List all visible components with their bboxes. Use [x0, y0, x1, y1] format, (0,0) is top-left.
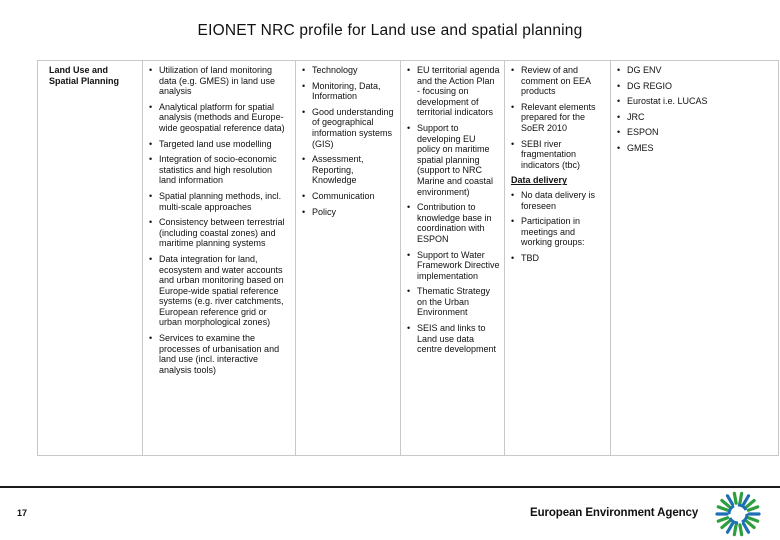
row-label-cell	[38, 61, 143, 456]
outputs-list	[511, 65, 606, 170]
logo-ray	[740, 525, 742, 535]
list-item: • No data delivery is foreseen	[511, 190, 606, 211]
list-item: • JRC	[617, 112, 774, 123]
row-label-line2: Spatial Planning	[49, 75, 120, 86]
profile-table	[37, 60, 779, 456]
list-item: • Targeted land use modelling	[149, 139, 291, 150]
tasks-list	[149, 65, 291, 375]
page-title: EIONET NRC profile for Land use and spatial planning	[197, 22, 583, 39]
skills-cell	[296, 61, 401, 456]
policy-cell	[401, 61, 505, 456]
list-item: • GMES	[617, 143, 774, 154]
list-item: • Participation in meetings and working groups:	[511, 216, 606, 248]
list-item: • Assessment, Reporting, Knowledge	[302, 154, 396, 186]
row-label-line1: Land Use and	[49, 65, 109, 75]
logo-ray	[748, 507, 757, 510]
page-number: 17	[17, 508, 28, 518]
list-item: • Analytical platform for spatial analysis (methods and Europe-wide geospatial reference data)	[149, 102, 291, 134]
agency-name: European Environment Agency	[530, 507, 699, 519]
list-item: • ESPON	[617, 127, 774, 138]
table-row	[38, 61, 779, 456]
list-item: • SEBI river fragmentation indicators (tbc)	[511, 139, 606, 171]
list-item: • Communication	[302, 191, 396, 202]
list-item: • Review of and comment on EEA products	[511, 65, 606, 97]
partners-cell	[611, 61, 779, 456]
list-item: • SEIS and links to Land use data centre development	[407, 323, 500, 355]
list-item: • Data integration for land, ecosystem and water accounts and urban monitoring based on Europe-wide spatial reference systems (e.g. river catchments, European reference grid or urban morphological zones)	[149, 254, 291, 328]
list-item: • Spatial planning methods, incl. multi-scale approaches	[149, 191, 291, 212]
footer-divider	[0, 486, 780, 488]
list-item: • Support to Water Framework Directive implementation	[407, 250, 500, 282]
profile-table-container	[37, 60, 778, 456]
logo-ray	[746, 521, 754, 527]
logo-ray	[718, 507, 727, 510]
logo-ray	[718, 518, 727, 521]
list-item: • Services to examine the processes of urbanisation and land use (incl. interactive analysis tools)	[149, 333, 291, 375]
list-item: • Policy	[302, 207, 396, 218]
logo-ray	[748, 518, 757, 521]
list-item: • EU territorial agenda and the Action Plan - focusing on development of territorial indicators	[407, 65, 500, 118]
list-item: • Support to developing EU policy on maritime spatial planning (support to NRC Marine and coastal environment)	[407, 123, 500, 197]
list-item: • DG ENV	[617, 65, 774, 76]
policy-list	[407, 65, 500, 355]
logo-ray	[734, 493, 736, 503]
list-item: • Monitoring, Data, Information	[302, 81, 396, 102]
list-item: • Relevant elements prepared for the SoER 2010	[511, 102, 606, 134]
skills-list	[302, 65, 396, 217]
logo-ray	[740, 493, 742, 503]
list-item: • Good understanding of geographical information systems (GIS)	[302, 107, 396, 149]
list-item: • Consistency between terrestrial (including coastal zones) and maritime planning systems	[149, 217, 291, 249]
logo-ray	[734, 525, 736, 535]
list-item: • Contribution to knowledge base in coordination with ESPON	[407, 202, 500, 244]
data-delivery-list	[511, 190, 606, 264]
logo-ray	[728, 524, 733, 533]
logo-ray	[744, 524, 749, 533]
data-delivery-heading: Data delivery	[511, 175, 568, 186]
logo-ray	[746, 501, 754, 507]
outputs-cell	[505, 61, 611, 456]
logo-ray	[744, 496, 749, 505]
logo-ray	[728, 496, 733, 505]
logo-ray	[722, 521, 730, 527]
list-item: • DG REGIO	[617, 81, 774, 92]
list-item: • Integration of socio-economic statistics and high resolution land information	[149, 154, 291, 186]
partners-list	[617, 65, 774, 154]
list-item: • Utilization of land monitoring data (e.g. GMES) in land use analysis	[149, 65, 291, 97]
list-item: • Technology	[302, 65, 396, 76]
eea-logo-icon	[712, 490, 762, 538]
logo-ray	[722, 501, 730, 507]
list-item: • Eurostat i.e. LUCAS	[617, 96, 774, 107]
list-item: • Thematic Strategy on the Urban Environment	[407, 286, 500, 318]
tasks-cell	[143, 61, 296, 456]
list-item: • TBD	[511, 253, 606, 264]
